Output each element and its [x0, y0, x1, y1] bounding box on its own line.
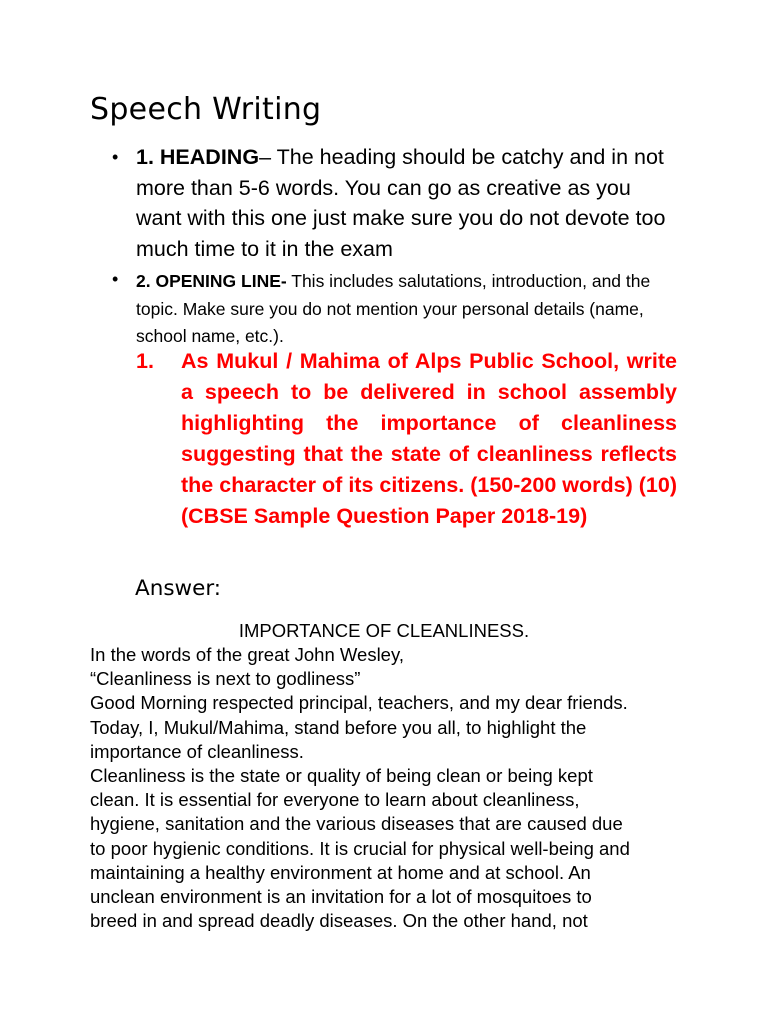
tip-text: – The heading should be catchy and in not more than 5-6 words. You can go as creative as you want with this one just make sure you do not devote too much time to it in the exam: [136, 145, 666, 261]
answer-label: Answer:: [135, 576, 222, 601]
essay-line: Good Morning respected principal, teachers, and my dear friends.: [90, 692, 628, 714]
bullet-icon: •: [112, 269, 119, 289]
essay-line: importance of cleanliness.: [90, 740, 304, 762]
essay-line: hygiene, sanitation and the various diseases that are caused due: [90, 813, 623, 835]
essay-line: maintaining a healthy environment at home and at school. An: [90, 861, 591, 883]
page-title: Speech Writing: [90, 92, 322, 127]
bullet-icon: •: [112, 147, 119, 167]
essay-body: [90, 643, 690, 933]
tip-label: 1. HEADING: [136, 145, 260, 169]
question-text: As Mukul / Mahima of Alps Public School, write a speech to be delivered in school assembly highlighting the importance of cleanliness suggesting that the state of cleanliness reflects the character of its citizens. (150-200 words) (10): [181, 349, 677, 497]
essay-line: In the words of the great John Wesley,: [90, 644, 404, 665]
tip-heading: [112, 142, 676, 264]
essay-line: to poor hygienic conditions. It is crucial for physical well-being and: [90, 837, 630, 859]
essay-line: clean. It is essential for everyone to learn about cleanliness,: [90, 789, 580, 811]
essay-line: unclean environment is an invitation for a lot of mosquitoes to: [90, 886, 592, 908]
essay-title-text: IMPORTANCE OF CLEANLINESS.: [238, 620, 530, 641]
essay-line: Today, I, Mukul/Mahima, stand before you all, to highlight the: [90, 716, 587, 738]
tip-opening-line: [112, 268, 676, 351]
question-source: (CBSE Sample Question Paper 2018-19): [181, 504, 588, 528]
tip-text: This includes salutations, introduction, and the topic. Make sure you do not mention your personal details (name, school name, etc.).: [136, 271, 651, 346]
essay-line: “Cleanliness is next to godliness”: [90, 668, 361, 690]
essay-title: [0, 619, 768, 643]
question-number: 1.: [136, 349, 154, 373]
tip-label: 2. OPENING LINE-: [136, 271, 287, 291]
tips-list: [112, 142, 676, 351]
essay-line: Cleanliness is the state or quality of being clean or being kept: [90, 765, 593, 787]
essay-line: breed in and spread deadly diseases. On the other hand, not: [90, 910, 588, 932]
question-block: [136, 346, 677, 532]
